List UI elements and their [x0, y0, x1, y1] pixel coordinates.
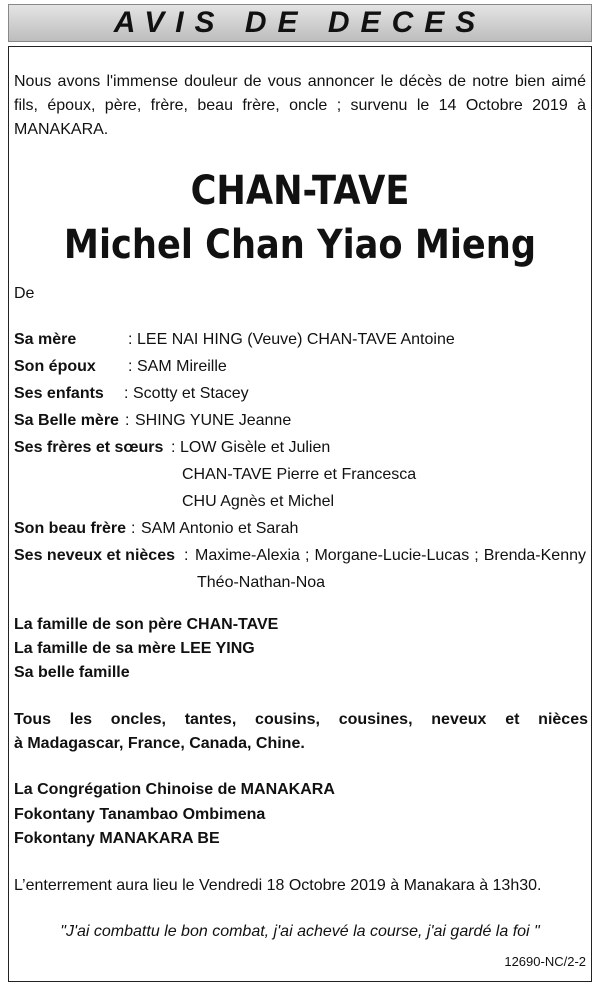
relative-label-mere: Sa mère: [14, 331, 77, 348]
relative-value-beau-frere: SAM Antonio et Sarah: [141, 520, 299, 537]
relative-sep-epoux: :: [128, 358, 133, 375]
funeral-announcement: L’enterrement aura lieu le Vendredi 18 Octobre 2019 à Manakara à 13h30.: [14, 877, 542, 894]
relative-value-mere: LEE NAI HING (Veuve) CHAN-TAVE Antoine: [137, 331, 455, 348]
relative-value-neveux-nieces-2: Théo-Nathan-Noa: [197, 574, 326, 591]
relative-value-belle-mere: SHING YUNE Jeanne: [135, 412, 292, 429]
relative-sep-enfants: :: [124, 385, 129, 402]
family-line: La famille de sa mère LEE YING: [14, 640, 255, 657]
notice-title: AVIS DE DECES: [113, 6, 487, 39]
relative-label-beau-frere: Son beau frère: [14, 520, 127, 537]
notice-header-banner: [8, 4, 592, 42]
deceased-full-name: Michel Chan Yiao Mieng: [63, 222, 537, 268]
community-line: La Congrégation Chinoise de MANAKARA: [14, 781, 335, 798]
family-line: Sa belle famille: [14, 664, 130, 681]
relative-sep-freres-soeurs: :: [171, 439, 176, 456]
relative-value-neveux-nieces-1: Maxime-Alexia ; Morgane-Lucie-Lucas ; Brenda-Kenny: [195, 547, 586, 564]
relative-sep-mere: :: [128, 331, 133, 348]
relative-value-freres-soeurs-3: CHU Agnès et Michel: [182, 493, 335, 510]
community-line: Fokontany Tanambao Ombimena: [14, 806, 266, 823]
relative-sep-beau-frere: :: [131, 520, 136, 537]
relative-label-belle-mere: Sa Belle mère: [14, 412, 119, 429]
relative-sep-belle-mere: :: [125, 412, 130, 429]
relative-value-epoux: SAM Mireille: [137, 358, 227, 375]
relative-label-freres-soeurs: Ses frères et sœurs: [14, 439, 164, 456]
relative-label-neveux-nieces: Ses neveux et nièces: [14, 547, 175, 564]
extended-family-line-1: Tous les oncles, tantes, cousins, cousines, neveux et nièces: [14, 711, 588, 728]
relative-label-epoux: Son époux: [14, 358, 96, 375]
deceased-surname: CHAN-TAVE: [190, 168, 410, 214]
closing-quote: "J'ai combattu le bon combat, j'ai achevé la course, j'ai gardé la foi ": [60, 923, 540, 940]
de-label: De: [14, 285, 35, 302]
extended-family: [14, 708, 588, 756]
relative-sep-neveux-nieces: :: [184, 547, 189, 564]
relative-label-enfants: Ses enfants: [14, 385, 104, 402]
family-line: La famille de son père CHAN-TAVE: [14, 616, 279, 633]
relative-value-freres-soeurs-1: LOW Gisèle et Julien: [180, 439, 331, 456]
relative-value-enfants: Scotty et Stacey: [133, 385, 249, 402]
extended-family-line-2: à Madagascar, France, Canada, Chine.: [14, 735, 305, 752]
community-line: Fokontany MANAKARA BE: [14, 830, 220, 847]
relative-value-freres-soeurs-2: CHAN-TAVE Pierre et Francesca: [182, 466, 417, 483]
intro-paragraph: Nous avons l'immense douleur de vous annoncer le décès de notre bien aimé fils, époux, père, frère, beau frère, oncle ; survenu le 14 Octobre 2019 à MANAKARA.: [14, 73, 586, 138]
reference-number: 12690-NC/2-2: [504, 954, 586, 969]
